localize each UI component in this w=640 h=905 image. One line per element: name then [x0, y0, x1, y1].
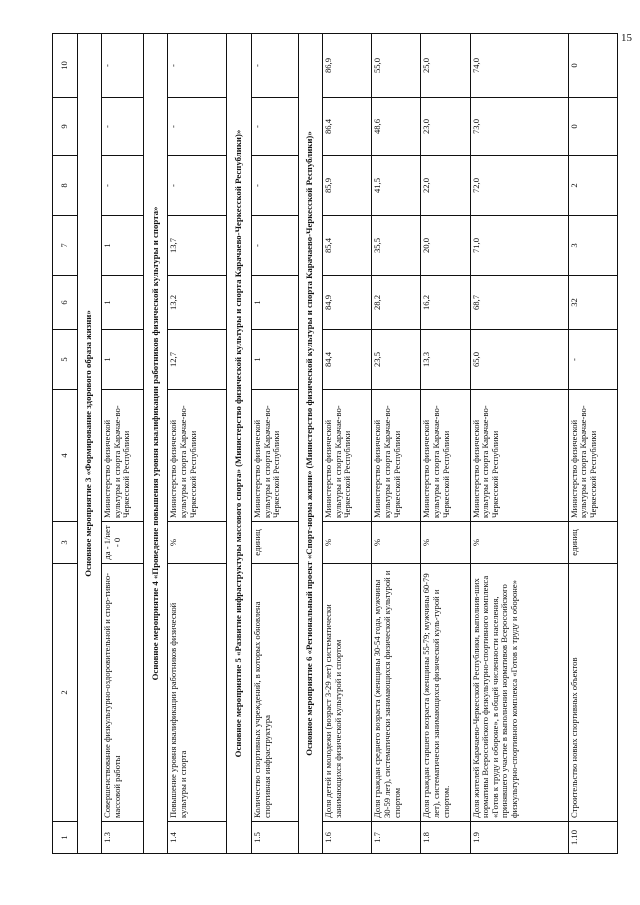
section-title: Основное мероприятие 4 «Проведение повышения уровня квалификации работников физической культуры и спорта» — [143, 34, 168, 854]
value-cell: 72,0 — [470, 156, 568, 216]
value-cell: 16,2 — [421, 276, 470, 330]
value-cell: 65,0 — [470, 330, 568, 390]
value-cell: 0 — [568, 98, 617, 156]
unit-of-measure: % — [421, 522, 470, 564]
indicator-name: Доля детей и молодежи (возраст 3-29 лет) систематически занимающихся физической культурой и спортом — [323, 564, 372, 822]
indicators-table — [52, 33, 618, 854]
responsible-organization: Министерство физической культуры и спорта Карачае-во-Черкесской Республики — [168, 390, 227, 522]
section-title: Основное мероприятие 5 «Развитие инфраструктуры массового спорта» (Министерство физической культуры и спорта Карачаево-Черкесской Республики)» — [227, 34, 252, 854]
value-cell: - — [251, 156, 298, 216]
value-cell: - — [568, 330, 617, 390]
section-header-row — [77, 34, 102, 854]
table-row — [372, 34, 421, 854]
value-cell: 32 — [568, 276, 617, 330]
value-cell: 68,7 — [470, 276, 568, 330]
value-cell: 41,5 — [372, 156, 421, 216]
responsible-organization: Министерство физической культуры и спорта Карачае-во-Черкесской Республики — [323, 390, 372, 522]
value-cell: 71,0 — [470, 216, 568, 276]
indicator-name: Доля граждан старшего возраста (женщины 55-79; мужчины 60-79 лет), систематически занимающихся физической куль-турой и спортом. — [421, 564, 470, 822]
column-header: 9 — [53, 98, 78, 156]
column-header-row — [53, 34, 78, 854]
row-number: 1.9 — [470, 822, 568, 854]
value-cell: 1 — [251, 276, 298, 330]
row-number: 1.3 — [102, 822, 144, 854]
section-header-row — [143, 34, 168, 854]
value-cell: - — [168, 34, 227, 98]
column-header: 5 — [53, 330, 78, 390]
row-number: 1.7 — [372, 822, 421, 854]
unit-of-measure: единиц — [251, 522, 298, 564]
section-title: Основное мероприятие 3 «Формирование здорового образа жизни» — [77, 34, 102, 854]
value-cell: - — [102, 156, 144, 216]
value-cell: 3 — [568, 216, 617, 276]
indicator-name: Количество спортивных учреждений, в которых обновлена спортивная инфраструктура — [251, 564, 298, 822]
value-cell: 48,6 — [372, 98, 421, 156]
value-cell: 22,0 — [421, 156, 470, 216]
value-cell: 13,3 — [421, 330, 470, 390]
column-header: 1 — [53, 822, 78, 854]
value-cell: 35,5 — [372, 216, 421, 276]
value-cell: 85,9 — [323, 156, 372, 216]
value-cell: 0 — [568, 34, 617, 98]
row-number: 1.8 — [421, 822, 470, 854]
value-cell: 84,9 — [323, 276, 372, 330]
responsible-organization: Министерство физической культуры и спорта Карачае-во-Черкесской Республики — [372, 390, 421, 522]
column-header: 8 — [53, 156, 78, 216]
indicator-name: Совершенствование физкультурно-оздоровительной и спор-тивно-массовой работы — [102, 564, 144, 822]
indicator-name: Повышение уровня квалификации работников физической культуры и спорта — [168, 564, 227, 822]
table-row — [568, 34, 617, 854]
value-cell: 1 — [102, 276, 144, 330]
row-number: 1.6 — [323, 822, 372, 854]
table-row — [251, 34, 298, 854]
value-cell: 23,0 — [421, 98, 470, 156]
value-cell: 55,0 — [372, 34, 421, 98]
unit-of-measure: % — [168, 522, 227, 564]
value-cell: 1 — [102, 330, 144, 390]
unit-of-measure: % — [470, 522, 568, 564]
value-cell: 1 — [102, 216, 144, 276]
indicator-name: Строительство новых спортивных объектов — [568, 564, 617, 822]
row-number: 1.4 — [168, 822, 227, 854]
value-cell: 74,0 — [470, 34, 568, 98]
value-cell: 12,7 — [168, 330, 227, 390]
indicator-name: Доля граждан среднего возраста (женщины 30-54 года, мужчины 30-59 лет), систематически занимающихся физической культурой и спортом — [372, 564, 421, 822]
value-cell: 84,4 — [323, 330, 372, 390]
value-cell: - — [102, 34, 144, 98]
column-header: 2 — [53, 564, 78, 822]
unit-of-measure: да - 1/нет - 0 — [102, 522, 144, 564]
column-header: 6 — [53, 276, 78, 330]
responsible-organization: Министерство физической культуры и спорта Карачае-во-Черкесской Республики — [102, 390, 144, 522]
value-cell: - — [168, 98, 227, 156]
value-cell: 85,4 — [323, 216, 372, 276]
value-cell: - — [251, 98, 298, 156]
section-title: Основное мероприятие 6 «Региональный проект «Спорт-норма жизни» (Министерство физической культуры и спорта Карачаево-Черкесской Республики)» — [298, 34, 323, 854]
value-cell: 23,5 — [372, 330, 421, 390]
responsible-organization: Министерство физической культуры и спорта Карачае-во-Черкесской Республики — [421, 390, 470, 522]
table-row — [470, 34, 568, 854]
column-header: 4 — [53, 390, 78, 522]
page-number: 15 — [621, 32, 632, 44]
value-cell: 2 — [568, 156, 617, 216]
value-cell: 1 — [251, 330, 298, 390]
section-header-row — [298, 34, 323, 854]
value-cell: 28,2 — [372, 276, 421, 330]
unit-of-measure: % — [372, 522, 421, 564]
value-cell: - — [251, 34, 298, 98]
responsible-organization: Министерство физической культуры и спорта Карачае-во-Черкесской Республики — [568, 390, 617, 522]
unit-of-measure: % — [323, 522, 372, 564]
column-header: 10 — [53, 34, 78, 98]
row-number: 1.10 — [568, 822, 617, 854]
value-cell: - — [168, 156, 227, 216]
column-header: 7 — [53, 216, 78, 276]
column-header: 3 — [53, 522, 78, 564]
table-row — [421, 34, 470, 854]
value-cell: 25,0 — [421, 34, 470, 98]
value-cell: 13,2 — [168, 276, 227, 330]
table-row — [168, 34, 227, 854]
value-cell: 73,0 — [470, 98, 568, 156]
value-cell: - — [251, 216, 298, 276]
value-cell: - — [102, 98, 144, 156]
table-row — [323, 34, 372, 854]
indicator-name: Доля жителей Карачаево-Черкесской Республики, выполнив-ших нормативы Всероссийского физкультурно-спортивного комплекса «Готов к труду и обороне», в общей численности населения, принявшего участие в выполнении нормативов Всероссийского физкультурно-спортивного комплекса «Готов к труду и обороне» — [470, 564, 568, 822]
rotated-table-container — [52, 34, 618, 854]
table-row — [102, 34, 144, 854]
unit-of-measure: единиц — [568, 522, 617, 564]
value-cell: 20,0 — [421, 216, 470, 276]
row-number: 1.5 — [251, 822, 298, 854]
responsible-organization: Министерство физической культуры и спорта Карачае-во-Черкесской Республики — [251, 390, 298, 522]
responsible-organization: Министерство физической культуры и спорта Карачае-во-Черкесской Республики — [470, 390, 568, 522]
section-header-row — [227, 34, 252, 854]
value-cell: 86,4 — [323, 98, 372, 156]
value-cell: 13,7 — [168, 216, 227, 276]
value-cell: 86,9 — [323, 34, 372, 98]
